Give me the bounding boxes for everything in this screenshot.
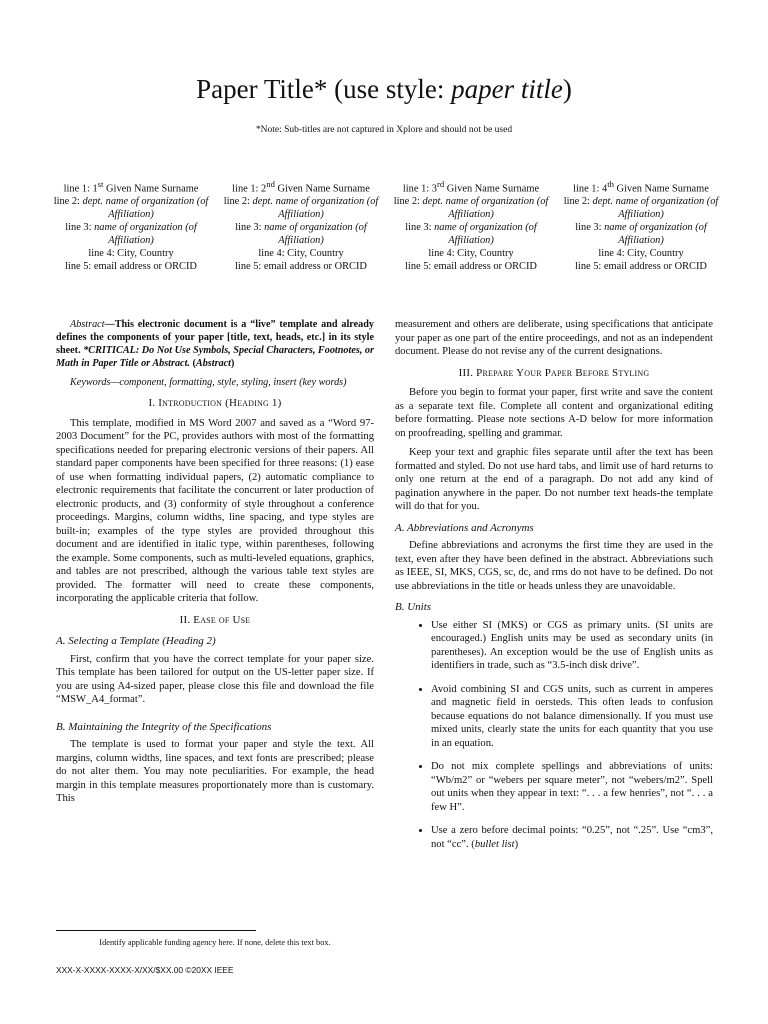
paper-title: Paper Title* (use style: paper title) — [196, 74, 572, 104]
prepare-paragraph-1: Before you begin to format your paper, first write and save the content as a separate text file. Complete all content and organizational editing before formatting. Please note sections A-D below for more information on proofreading, spelling and grammar. — [395, 387, 713, 439]
copyright-line: XXX-X-XXXX-XXXX-X/XX/$XX.00 ©20XX IEEE — [56, 965, 234, 975]
intro-paragraph: This template, modified in MS Word 2007 and saved as a “Word 97-2003 Document” for the PC, provides authors with most of the formatting specifications needed for preparing electronic versions of their papers. All standard paper components have been specified for three reasons: (1) ease of use when formatting individual papers, (2) automatic compliance to electronic requirements that facilitate the concurrent or later production of electronic products, and (3) conformity of style throughout a conference proceedings. Margins, column widths, line spacing, and type styles are built-in; examples of the type styles are provided throughout this document and are identified in italic type, within parentheses, following the example. Some components, such as multi-leveled equations, graphics, and tables are not prescribed, although the various table text styles are provided. The formatter will need to create these components, incorporating the applicable criteria that follow. — [56, 417, 374, 604]
subheading-selecting-template: A. Selecting a Template (Heading 2) — [56, 635, 216, 647]
integrity-paragraph-continued: measurement and others are deliberate, using specifications that anticipate your paper as one part of the entire proceedings, and not as an independent document. Please do not revise any of the current designations. — [395, 319, 713, 357]
list-item: • Do not mix complete spellings and abbreviations of units: “Wb/m2” or “webers per square meter”, not “webers/m2”. Spell out units when they appear in text: “. . . a few henries”, not “. . . a few H”. — [431, 760, 713, 814]
list-item: • Use either SI (MKS) or CGS as primary units. (SI units are encouraged.) English units may be used as secondary units (in parentheses). An exception would be the use of English units as identifiers in trade, such as “3.5-inch disk drive”. — [431, 619, 713, 673]
list-item: • Avoid combining SI and CGS units, such as current in amperes and magnetic field in oersteds. This often leads to confusion because equations do not balance dimensionally. If you must use mixed units, clearly state the units for each quantity that you use in an equation. — [431, 683, 713, 751]
keywords: Keywords—component, formatting, style, styling, insert (key words) — [70, 377, 347, 388]
author-1: line 1: 1st Given Name Surname line 2: dept. name of organization (of Affiliation) line 3: name of organization (of Affiliation) line 4: City, Country line 5: email address or ORCID — [53, 179, 209, 273]
right-column — [395, 318, 713, 861]
author-3: line 1: 3rd Given Name Surname line 2: dept. name of organization (of Affiliation) line 3: name of organization (of Affiliation) line 4: City, Country line 5: email address or ORCID — [393, 179, 549, 273]
heading-prepare-paper: III. Prepare Your Paper Before Styling — [458, 366, 650, 379]
subtitle-note: *Note: Sub-titles are not captured in Xplore and should not be used — [255, 125, 513, 135]
paper-title-italic: paper title — [451, 74, 563, 104]
heading-ease-of-use: II. Ease of Use — [179, 613, 251, 626]
integrity-paragraph: The template is used to format your paper and style the text. All margins, column widths, line spaces, and text fonts are prescribed; please do not alter them. You may note peculiarities. For example, the head margin in this template measures proportionately more than is customary. This — [56, 739, 374, 804]
units-bullet-list — [395, 619, 713, 852]
subheading-abbreviations: A. Abbreviations and Acronyms — [395, 521, 534, 534]
author-4: line 1: 4th Given Name Surname line 2: dept. name of organization (of Affiliation) line 3: name of organization (of Affiliation) line 4: City, Country line 5: email address or ORCID — [563, 179, 719, 273]
subheading-units: B. Units — [395, 601, 432, 613]
prepare-paragraph-2: Keep your text and graphic files separate until after the text has been formatted and styled. Do not use hard tabs, and limit use of hard returns to only one return at the end of a paragraph. Do not add any kind of pagination anywhere in the paper. Do not number text heads-the template will do that for you. — [395, 447, 713, 512]
footnote-divider — [56, 930, 256, 931]
funding-note: Identify applicable funding agency here. If none, delete this text box. — [99, 938, 331, 947]
author-block — [50, 178, 722, 273]
subheading-integrity: B. Maintaining the Integrity of the Specifications — [56, 720, 272, 733]
selecting-template-paragraph: First, confirm that you have the correct template for your paper size. This template has been tailored for output on the US-letter paper size. If you are using A4-sized paper, please close this file and download the file “MSW_A4_format”. — [56, 653, 374, 705]
left-column — [56, 318, 374, 812]
heading-introduction: I. Introduction (Heading 1) — [148, 397, 282, 409]
abbreviations-paragraph: Define abbreviations and acronyms the first time they are used in the text, even after they have been defined in the abstract. Abbreviations such as IEEE, SI, MKS, CGS, sc, dc, and rms do not have to be defined. Do not use abbreviations in the title or heads unless they are unavoidable. — [395, 540, 713, 592]
abstract: Abstract—This electronic document is a “live” template and already defines the components of your paper [title, text, heads, etc.] in its style sheet. *CRITICAL: Do Not Use Symbols, Special Characters, Footnotes, or Math in Paper Title or Abstract. (Abstract) — [56, 319, 374, 369]
author-2: line 1: 2nd Given Name Surname line 2: dept. name of organization (of Affiliation) line 3: name of organization (of Affiliation) line 4: City, Country line 5: email address or ORCID — [223, 179, 379, 273]
list-item: • Use a zero before decimal points: “0.25”, not “.25”. Use “cm3”, not “cc”. (bullet list) — [431, 824, 713, 851]
